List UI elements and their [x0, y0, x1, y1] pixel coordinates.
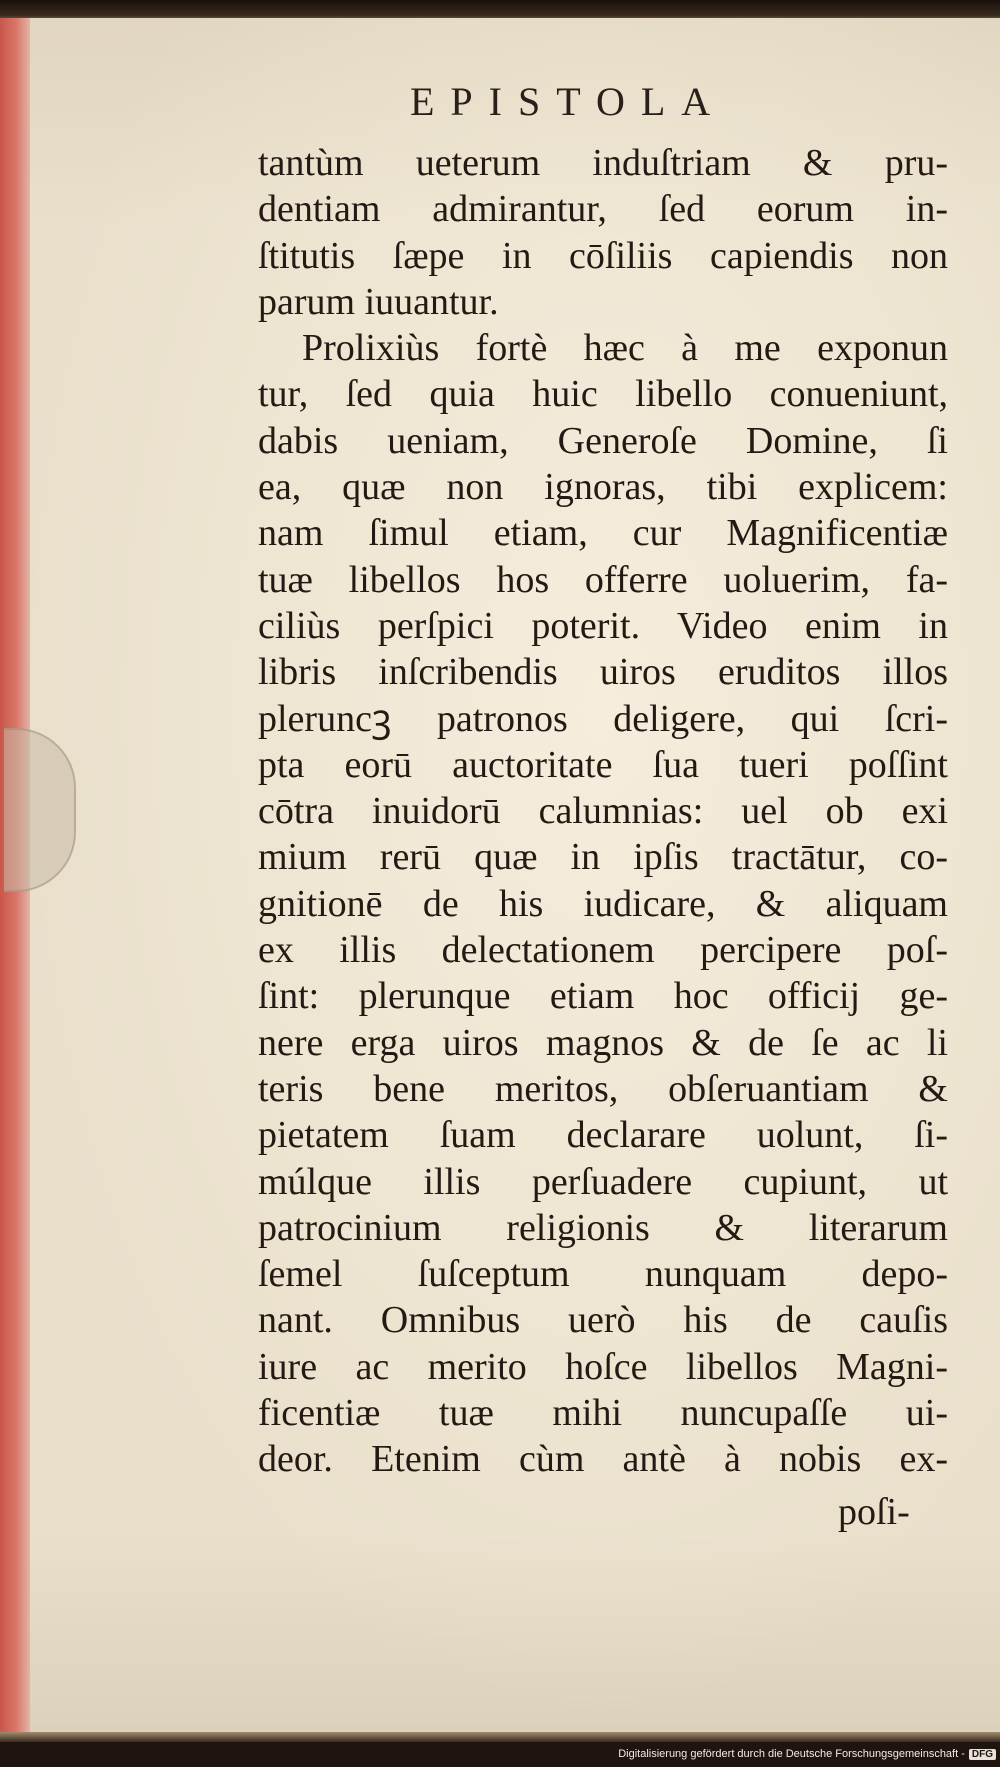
text-line: dentiam admirantur, ſed eorum in-: [258, 188, 948, 231]
text-line: iure ac merito hoſce libellos Magni-: [258, 1345, 948, 1388]
text-line: tantùm ueterum induſtriam & pru-: [258, 142, 948, 184]
text-line: dabis ueniam, Generoſe Domine, ſi: [258, 419, 948, 462]
text-line: ſtitutis ſæpe in cōſiliis capiendis non: [258, 234, 948, 277]
digitization-credit: [600, 1748, 996, 1760]
text-line: teris bene meritos, obſeruantiam &: [258, 1067, 948, 1110]
text-line: múlque illis perſuadere cupiunt, ut: [258, 1160, 948, 1203]
dfg-logo-badge: DFG: [969, 1749, 996, 1760]
text-line: ſemel ſuſceptum nunquam depo-: [258, 1253, 948, 1296]
text-line: pta eorū auctoritate ſua tueri poſſint: [258, 743, 948, 786]
text-line: libris inſcribendis uiros eruditos illos: [258, 651, 948, 694]
text-line: tur, ſed quia huic libello conueniunt,: [258, 373, 948, 416]
text-line: nant. Omnibus uerò his de cauſis: [258, 1299, 948, 1342]
text-line: cōtra inuidorū calumnias: uel ob exi: [258, 790, 948, 833]
text-line: ficentiæ tuæ mihi nuncupaſſe ui-: [258, 1392, 948, 1435]
catchword: poſi-: [838, 1491, 910, 1533]
text-line: patrocinium religionis & literarum: [258, 1206, 948, 1249]
text-line: Prolixiùs fortè hæc à me exponun: [302, 327, 948, 370]
text-line: nam ſimul etiam, cur Magnificentiæ: [258, 512, 948, 555]
text-line: parum iuuantur.: [258, 280, 499, 323]
text-line: gnitionē de his iudicare, & aliquam: [258, 882, 948, 925]
text-line: mium rerū quæ in ipſis tractātur, co-: [258, 836, 948, 879]
text-line: pietatem ſuam declarare uolunt, ſi-: [258, 1114, 948, 1157]
text-line: tuæ libellos hos offerre uoluerim, fa-: [258, 558, 948, 601]
text-line: ea, quæ non ignoras, tibi explicem:: [258, 466, 948, 509]
credit-text: Digitalisierung gefördert durch die Deutsche Forschungsgemeinschaft -: [618, 1748, 965, 1760]
bottom-page-shadow: [0, 1732, 1000, 1742]
text-line: ex illis delectationem percipere poſ-: [258, 929, 948, 972]
text-line: ſint: plerunque etiam hoc officij ge-: [258, 975, 948, 1018]
body-text: [258, 140, 948, 1483]
text-line: deor. Etenim cùm antè à nobis ex-: [258, 1438, 948, 1481]
text-line: nere erga uiros magnos & de ſe ac li: [258, 1021, 948, 1064]
text-line: pleruncꝫ patronos deligere, qui ſcri-: [258, 697, 948, 740]
running-heading: EPISTOLA: [410, 79, 727, 124]
text-line: ciliùs perſpici poterit. Video enim in: [258, 604, 948, 647]
